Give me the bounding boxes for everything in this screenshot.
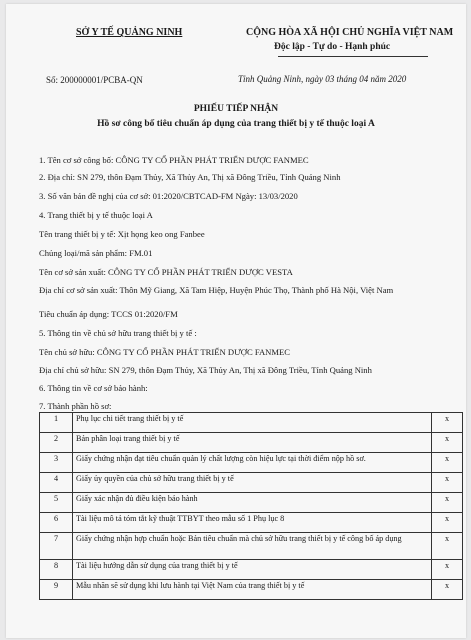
table-row <box>40 560 463 580</box>
row-check-mark: x <box>432 473 463 493</box>
row-number: 5 <box>40 493 73 513</box>
field-section-4: 4. Trang thiết bị y tế thuộc loại A <box>39 210 153 220</box>
field-owner-address: Địa chỉ chủ sở hữu: SN 279, thôn Đạm Thủy, Xã Thủy An, Thị xã Đông Triều, Tỉnh Quảng Ninh <box>39 365 372 375</box>
document-title: PHIẾU TIẾP NHẬN <box>193 104 279 114</box>
place-date: Tỉnh Quảng Ninh, ngày 03 tháng 04 năm 2020 <box>238 74 407 84</box>
row-document: Tài liệu hướng dẫn sử dụng của trang thiết bị y tế <box>73 560 432 580</box>
field-section-6: 6. Thông tin về cơ sở bảo hành: <box>39 383 148 393</box>
row-check-mark: x <box>432 433 463 453</box>
row-document: Giấy chứng nhận đạt tiêu chuẩn quản lý chất lượng còn hiệu lực tại thời điểm nộp hồ sơ. <box>73 453 432 473</box>
national-title: CỘNG HÒA XÃ HỘI CHỦ NGHĨA VIỆT NAM <box>246 27 454 38</box>
field-section-7: 7. Thành phần hồ sơ: <box>39 401 112 411</box>
document-page <box>6 4 466 638</box>
table-row <box>40 433 463 453</box>
dossier-table <box>39 412 463 600</box>
field-manufacturer: Tên cơ sở sản xuất: CÔNG TY CỔ PHẦN PHÁT TRIỂN DƯỢC VESTA <box>39 267 293 277</box>
row-number: 2 <box>40 433 73 453</box>
row-document: Bản phân loại trang thiết bị y tế <box>73 433 432 453</box>
row-document: Tài liệu mô tả tóm tắt kỹ thuật TTBYT theo mẫu số 1 Phụ lục 8 <box>73 513 432 533</box>
row-number: 4 <box>40 473 73 493</box>
row-document: Giấy xác nhận đủ điều kiện bảo hành <box>73 493 432 513</box>
row-document: Giấy ủy quyền của chủ sở hữu trang thiết bị y tế <box>73 473 432 493</box>
row-check-mark: x <box>432 560 463 580</box>
row-check-mark: x <box>432 453 463 473</box>
field-owner: Tên chủ sở hữu: CÔNG TY CỔ PHẦN PHÁT TRIỂN DƯỢC FANMEC <box>39 347 291 357</box>
row-document: Mẫu nhãn sẽ sử dụng khi lưu hành tại Việt Nam của trang thiết bị y tế <box>73 580 432 600</box>
row-check-mark: x <box>432 493 463 513</box>
motto-underline <box>278 56 428 57</box>
table-row <box>40 513 463 533</box>
field-section-5: 5. Thông tin về chủ sở hữu trang thiết bị y tế : <box>39 328 197 338</box>
row-check-mark: x <box>432 580 463 600</box>
table-row <box>40 473 463 493</box>
document-subtitle: Hồ sơ công bố tiêu chuẩn áp dụng của trang thiết bị y tế thuộc loại A <box>97 119 375 129</box>
table-row <box>40 493 463 513</box>
issuing-authority: SỞ Y TẾ QUẢNG NINH <box>76 27 183 38</box>
field-model: Chủng loại/mã sản phẩm: FM.01 <box>39 248 153 258</box>
row-check-mark: x <box>432 513 463 533</box>
document-number: Số: 200000001/PCBA-QN <box>46 75 143 85</box>
field-declarant: 1. Tên cơ sở công bố: CÔNG TY CỔ PHẦN PHÁT TRIỂN DƯỢC FANMEC <box>39 155 309 165</box>
table-row <box>40 533 463 560</box>
national-motto: Độc lập - Tự do - Hạnh phúc <box>274 42 391 52</box>
row-number: 6 <box>40 513 73 533</box>
table-row <box>40 413 463 433</box>
field-standard: Tiêu chuẩn áp dụng: TCCS 01:2020/FM <box>39 309 178 319</box>
row-number: 9 <box>40 580 73 600</box>
row-number: 1 <box>40 413 73 433</box>
field-address: 2. Địa chỉ: SN 279, thôn Đạm Thủy, Xã Thủy An, Thị xã Đông Triều, Tỉnh Quảng Ninh <box>39 172 341 182</box>
row-check-mark: x <box>432 533 463 560</box>
row-number: 8 <box>40 560 73 580</box>
field-request-number: 3. Số văn bản đề nghị của cơ sở: 01:2020/CBTCAD-FM Ngày: 13/03/2020 <box>39 191 298 201</box>
field-device-name: Tên trang thiết bị y tế: Xịt họng keo ong Fanbee <box>39 229 205 239</box>
field-manufacturer-address: Địa chỉ cơ sở sản xuất: Thôn Mỹ Giang, Xã Tam Hiệp, Huyện Phúc Thọ, Thành phố Hà Nội, Việt Nam <box>39 285 394 295</box>
row-number: 3 <box>40 453 73 473</box>
row-number: 7 <box>40 533 73 560</box>
table-row <box>40 453 463 473</box>
row-check-mark: x <box>432 413 463 433</box>
table-row <box>40 580 463 600</box>
row-document: Giấy chứng nhận hợp chuẩn hoặc Bản tiêu chuẩn mà chủ sở hữu trang thiết bị y tế công bố áp dụng <box>73 533 432 560</box>
row-document: Phụ lục chi tiết trang thiết bị y tế <box>73 413 432 433</box>
